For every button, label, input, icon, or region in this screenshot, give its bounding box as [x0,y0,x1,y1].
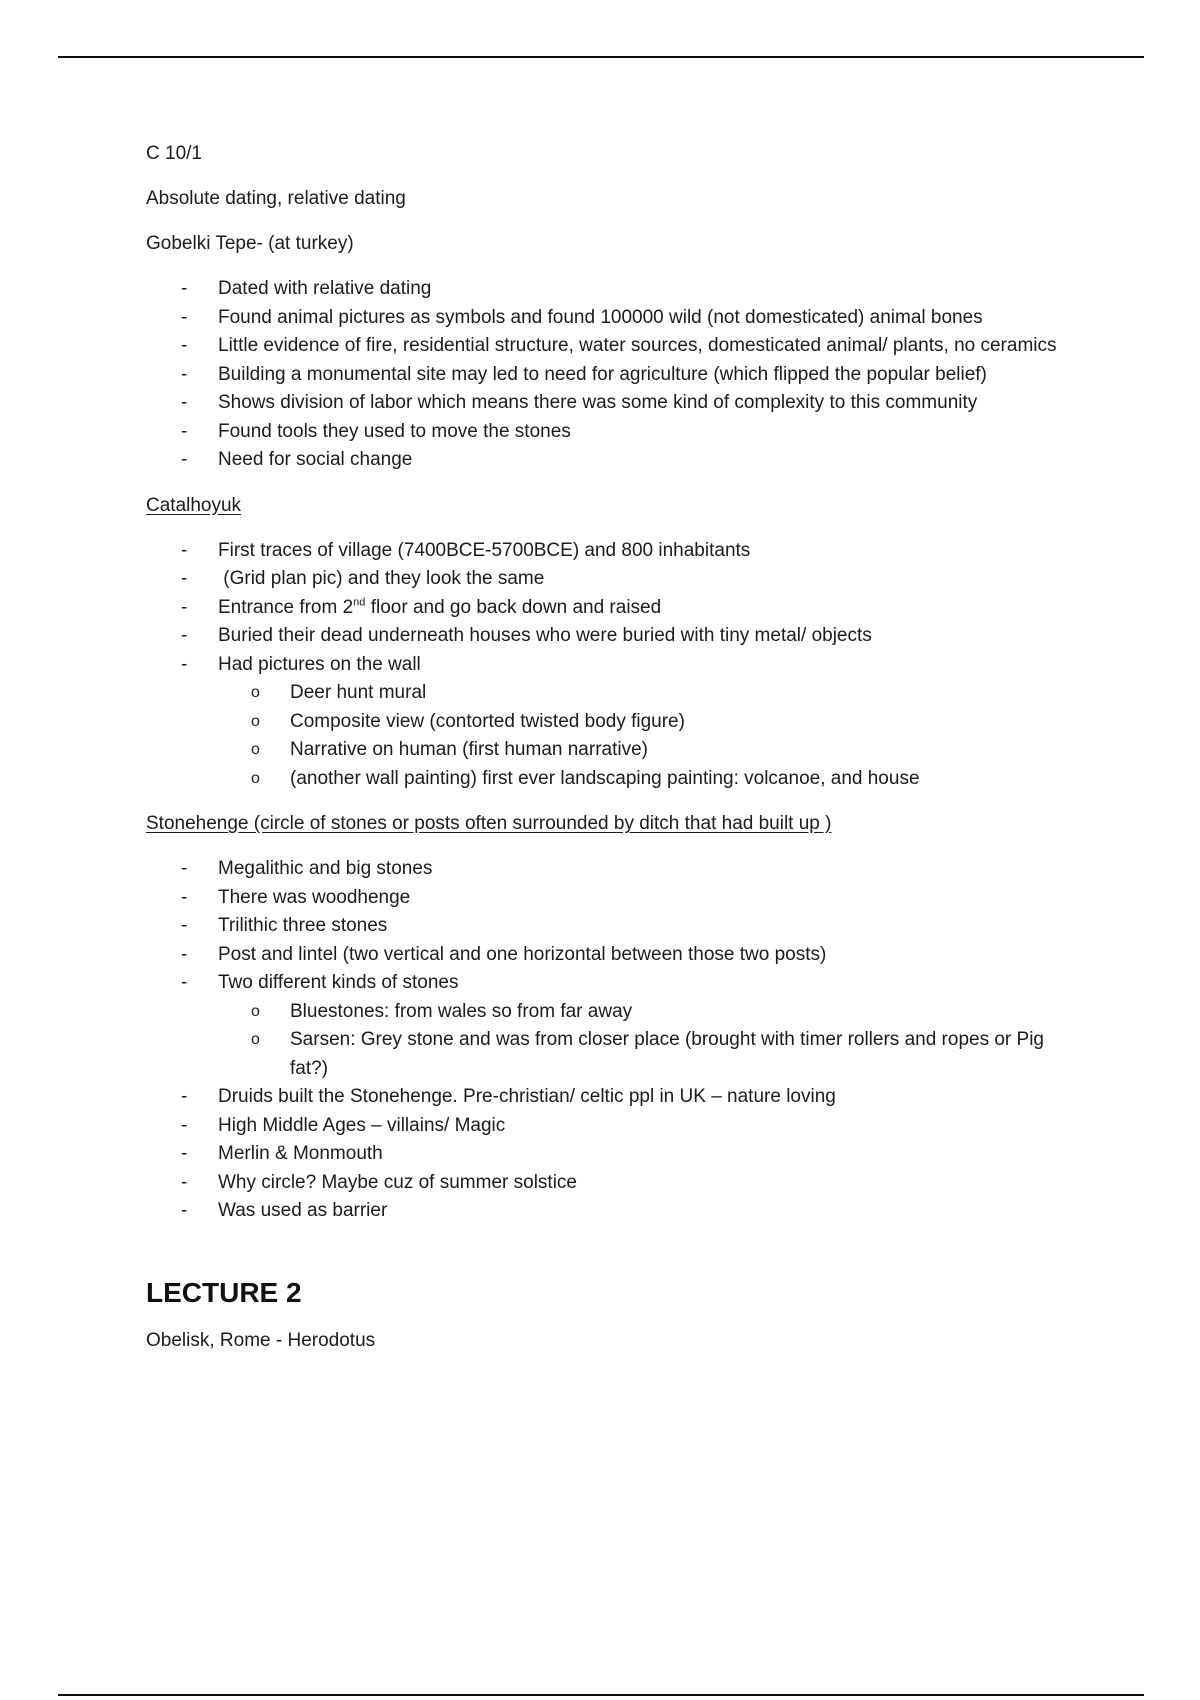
circle-bullet: o [251,769,260,787]
dash-bullet: - [181,449,188,470]
dash-bullet: - [181,1200,188,1221]
list-item: - Merlin & Monmouth [146,1140,1076,1169]
dash-bullet: - [181,392,188,413]
list-item: - There was woodhenge [146,884,1076,913]
dash-bullet: - [181,1086,188,1107]
gobekli-title: Gobelki Tepe- (at turkey) [146,233,354,254]
list-item: - Little evidence of fire, residential structure, water sources, domesticated animal/ plants, no ceramics [146,332,1076,361]
circle-bullet: o [251,712,260,730]
dash-bullet: - [181,306,188,328]
stonehenge-sublist [218,998,1076,1084]
lecture-line: Obelisk, Rome - Herodotus [146,1329,376,1351]
list-item: - Buried their dead underneath houses who were buried with tiny metal/ objects [146,622,1076,651]
list-item: - Two different kinds of stones o Bluestones: from wales so from far away o Sarsen: Grey stone and was from closer place (brought with timer rollers and ropes or Pig fat?) [146,969,1076,1083]
list-item: - Entrance from 2nd floor and go back down and raised [146,594,1076,623]
list-item: - Trilithic three stones [146,912,1076,941]
list-item: - Found tools they used to move the stones [146,418,1076,447]
catalhoyuk-list [146,537,1076,794]
list-item: - Shows division of labor which means there was some kind of complexity to this community [146,389,1076,418]
sub-list-item: o (another wall painting) first ever landscaping painting: volcanoe, and house [218,765,1076,794]
dash-bullet: - [181,363,188,385]
list-item: - Had pictures on the wall o Deer hunt mural o Composite view (contorted twisted body figure) o Narrative on human (first human narrative) o (another wall painting) first ever landscaping painting: volcanoe, and house [146,651,1076,794]
circle-bullet: o [251,1031,260,1048]
dash-bullet: - [181,1171,188,1193]
top-rule [58,56,1144,58]
dash-bullet: - [181,278,188,299]
stonehenge-title: Stonehenge (circle of stones or posts often surrounded by ditch that had built up ) [146,813,832,834]
document-body [146,140,1076,1372]
lecture-heading: LECTURE 2 [146,1276,302,1308]
dash-bullet: - [181,1114,188,1136]
circle-bullet: o [251,1002,260,1020]
dash-bullet: - [181,1143,188,1164]
list-item: - Dated with relative dating [146,275,1076,304]
sub-list-item: o Bluestones: from wales so from far away [218,998,1076,1027]
gobekli-list [146,275,1076,475]
dash-bullet: - [181,596,188,618]
dash-bullet: - [181,858,188,879]
sub-list-item: o Narrative on human (first human narrative) [218,736,1076,765]
catalhoyuk-sublist [218,679,1076,793]
list-item: - First traces of village (7400BCE-5700BCE) and 800 inhabitants [146,537,1076,566]
list-item: - Found animal pictures as symbols and found 100000 wild (not domesticated) animal bones [146,304,1076,333]
circle-bullet: o [251,684,260,701]
dash-bullet: - [181,972,188,993]
circle-bullet: o [251,741,260,758]
list-item: - Need for social change [146,446,1076,475]
dash-bullet: - [181,539,188,561]
list-item: - Megalithic and big stones [146,855,1076,884]
dash-bullet: - [181,625,188,646]
sub-list-item: o Composite view (contorted twisted body figure) [218,708,1076,737]
list-item: - (Grid plan pic) and they look the same [146,565,1076,594]
list-item: - Druids built the Stonehenge. Pre-christian/ celtic ppl in UK – nature loving [146,1083,1076,1112]
sub-list-item: o Sarsen: Grey stone and was from closer place (brought with timer rollers and ropes or Pig fat?) [218,1026,1076,1083]
dash-bullet: - [181,568,188,589]
dash-bullet: - [181,886,188,908]
sub-list-item: o Deer hunt mural [218,679,1076,708]
dash-bullet: - [181,335,188,356]
catalhoyuk-title: Catalhoyuk [146,494,242,516]
list-item: - Why circle? Maybe cuz of summer solstice [146,1169,1076,1198]
dash-bullet: - [181,420,188,442]
stonehenge-list [146,855,1076,1226]
dash-bullet: - [181,915,188,936]
intro-line: Absolute dating, relative dating [146,188,406,209]
list-item: - Was used as barrier [146,1197,1076,1226]
page-header: C 10/1 [146,143,202,164]
list-item: - Post and lintel (two vertical and one horizontal between those two posts) [146,941,1076,970]
list-item: - Building a monumental site may led to need for agriculture (which flipped the popular belief) [146,361,1076,390]
bottom-rule [58,1694,1144,1696]
dash-bullet: - [181,653,188,675]
list-item: - High Middle Ages – villains/ Magic [146,1112,1076,1141]
dash-bullet: - [181,943,188,965]
